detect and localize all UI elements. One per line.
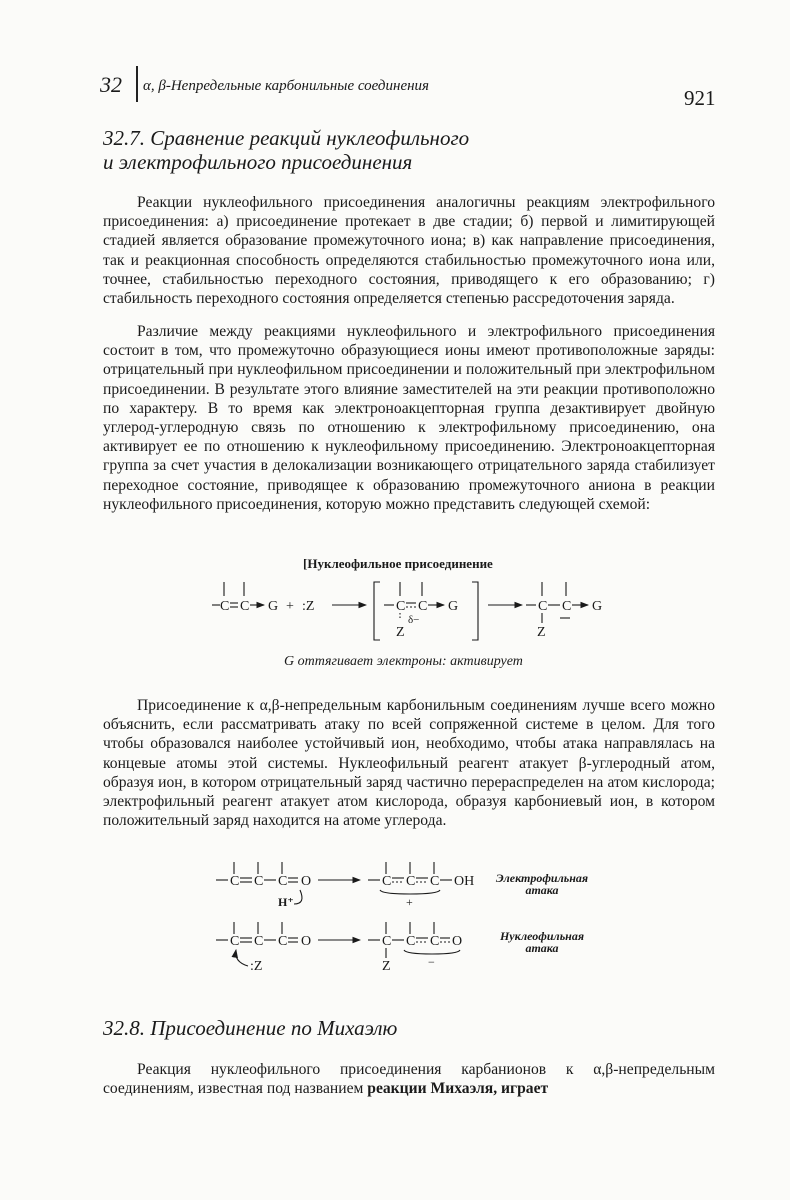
nucleophilic-addition-scheme xyxy=(200,576,640,646)
r1p-c3: C xyxy=(430,874,440,889)
electrophilic-attack-label: Электрофильная атака xyxy=(495,871,589,897)
r2-o: O xyxy=(301,934,312,949)
section-title-line1: 32.7. Сравнение реакций нуклеофильного xyxy=(103,126,470,150)
r2p-z: Z xyxy=(382,959,391,974)
product-g: G xyxy=(592,599,603,614)
product-c1: C xyxy=(538,599,548,614)
r2p-c3: C xyxy=(430,934,440,949)
r2-c3: C xyxy=(278,934,288,949)
r1p-oh: OH xyxy=(454,874,475,889)
ts-g: G xyxy=(448,599,459,614)
reactant-c2: C xyxy=(240,599,250,614)
section-title-michael: 32.8. Присоединение по Михаэлю xyxy=(103,1016,398,1040)
reagent-z: :Z xyxy=(302,599,315,614)
ts-c2: C xyxy=(418,599,428,614)
ts-delta: δ− xyxy=(408,614,420,626)
paragraph-michael: Реакция нуклеофильного присоединения карбанионов к α,β-непредельным соединениям, известная под названием реакции Михаэля, играет xyxy=(103,1061,715,1098)
r1p-c2: C xyxy=(406,874,416,889)
r1p-plus: + xyxy=(406,895,413,909)
reactant-c1: C xyxy=(220,599,230,614)
r1-o: O xyxy=(301,874,312,889)
r2p-o: O xyxy=(452,934,463,949)
product-c2: C xyxy=(562,599,572,614)
paragraph-2: Различие между реакциями нуклеофильного и электрофильного присоединения состоит в том, что промежуточно образующиеся ионы имеют противоположные заряды: отрицательный при нуклеофильном присоединении и положительный при электрофильном присоединении. В результате этого влияние заместителей на эти реакции противоположно по характеру. В то время как электроноакцепторная группа дезактивирует двойную углерод-углеродную связь по отношению к электрофильному присоединению, она активирует ее по отношению к нуклеофильному присоединению. Электроноакцепторная группа за счет участия в делокализации возникающего отрицательного заряда стабилизует переходное состояние, приводящее к образованию промежуточного аниона в реакции нуклеофильного присоединения, которую можно представить следующей схемой: xyxy=(103,323,715,513)
header-divider xyxy=(136,66,138,102)
product-z: Z xyxy=(537,625,546,640)
r2-c1: C xyxy=(230,934,240,949)
r1p-c1: C xyxy=(382,874,392,889)
r2p-c2: C xyxy=(406,934,416,949)
r2-z-colon: :Z xyxy=(250,959,263,974)
ts-c1: C xyxy=(396,599,406,614)
running-title: α, β-Непредельные карбонильные соединения xyxy=(143,78,430,94)
r2p-minus: − xyxy=(428,955,435,969)
section-title-line2: и электрофильного присоединения xyxy=(103,150,413,174)
r1-c3: C xyxy=(278,874,288,889)
plus-sign: + xyxy=(286,599,294,614)
michael-reaction-term: реакции Михаэля xyxy=(367,1080,494,1098)
paragraph-3: Присоединение к α,β-непредельным карбонильным соединениям лучше всего можно объяснить, если рассматривать атаку по всей сопряженной системе в целом. Для того чтобы образовался наиболее устойчивый ион, необходимо, чтобы атака направлялась на концевые атомы этой системы. Нуклеофильный реагент атакует β-углеродный атом, образуя ион, в котором отрицательный заряд частично перераспределен на атом кислорода; электрофильный реагент атакует атом кислорода, образуя карбониевый ион, в котором положительный заряд находится на атоме углерода. xyxy=(103,697,715,830)
r1-c1: C xyxy=(230,874,240,889)
r1-c2: C xyxy=(254,874,264,889)
scheme-title: [Нуклеофильное присоединение xyxy=(303,556,493,571)
paragraph-1: Реакции нуклеофильного присоединения аналогичны реакциям электрофильного присоединения: а) присоединение протекает в две стадии; б) первой и лимитирующей стадией является образование промежуточного иона; в) как направление присоединения, так и реакционная способность определяются стабильностью промежуточного иона или, точнее, стабильностью переходного состояния, приводящего к его образованию; г) стабильность переходного состояния определяется степенью рассредоточения заряда. xyxy=(103,194,715,308)
reactant-g: G xyxy=(268,599,279,614)
ts-z: Z xyxy=(396,625,405,640)
h-plus: H⁺ xyxy=(278,895,294,909)
r2p-c1: C xyxy=(382,934,392,949)
scheme-caption: G оттягивает электроны: активирует xyxy=(284,654,523,669)
chapter-number: 32 xyxy=(100,72,122,97)
r2-c2: C xyxy=(254,934,264,949)
section-title xyxy=(103,126,469,174)
nucleophilic-attack-label: Нуклеофильная атака xyxy=(499,929,585,955)
page-number: 921 xyxy=(684,86,716,110)
